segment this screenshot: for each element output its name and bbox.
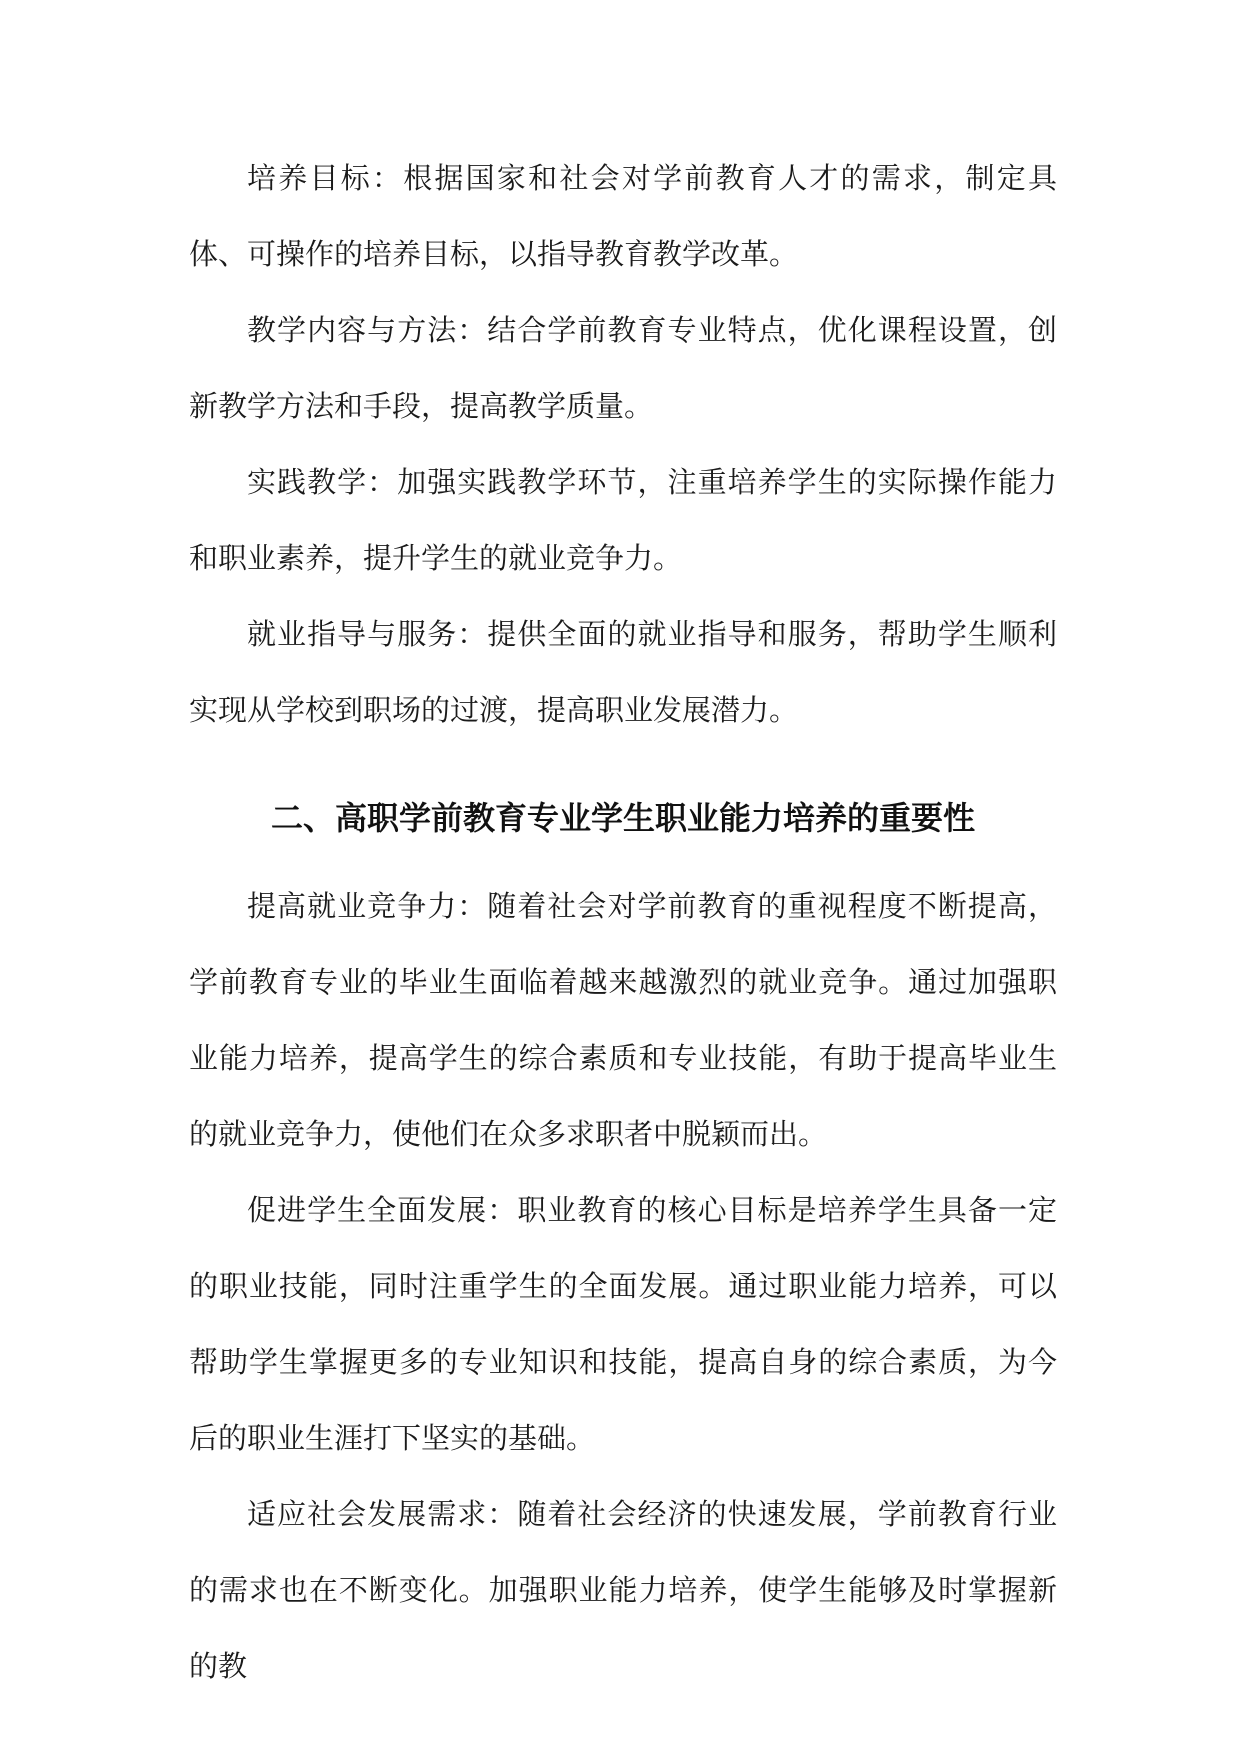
document-body xyxy=(189,140,1057,1704)
section-heading: 二、高职学前教育专业学生职业能力培养的重要性 xyxy=(270,799,975,837)
paragraph-employment-competitiveness: 提高就业竞争力：随着社会对学前教育的重视程度不断提高，学前教育专业的毕业生面临着越来越激烈的就业竞争。通过加强职业能力培养，提高学生的综合素质和专业技能，有助于提高毕业生的就业竞争力，使他们在众多求职者中脱颖而出。 xyxy=(189,889,1057,1151)
paragraph-teaching-content: 教学内容与方法：结合学前教育专业特点，优化课程设置，创新教学方法和手段，提高教学质量。 xyxy=(189,313,1057,423)
paragraph-training-goals: 培养目标：根据国家和社会对学前教育人才的需求，制定具体、可操作的培养目标，以指导教育教学改革。 xyxy=(189,161,1057,271)
paragraph-social-needs: 适应社会发展需求：随着社会经济的快速发展，学前教育行业的需求也在不断变化。加强职业能力培养，使学生能够及时掌握新的教 xyxy=(189,1497,1057,1683)
paragraph-employment-guidance: 就业指导与服务：提供全面的就业指导和服务，帮助学生顺利实现从学校到职场的过渡，提高职业发展潜力。 xyxy=(189,617,1057,727)
paragraph-practice-teaching: 实践教学：加强实践教学环节，注重培养学生的实际操作能力和职业素养，提升学生的就业竞争力。 xyxy=(189,465,1057,575)
paragraph-all-round-development: 促进学生全面发展：职业教育的核心目标是培养学生具备一定的职业技能，同时注重学生的全面发展。通过职业能力培养，可以帮助学生掌握更多的专业知识和技能，提高自身的综合素质，为今后的职业生涯打下坚实的基础。 xyxy=(189,1193,1057,1455)
